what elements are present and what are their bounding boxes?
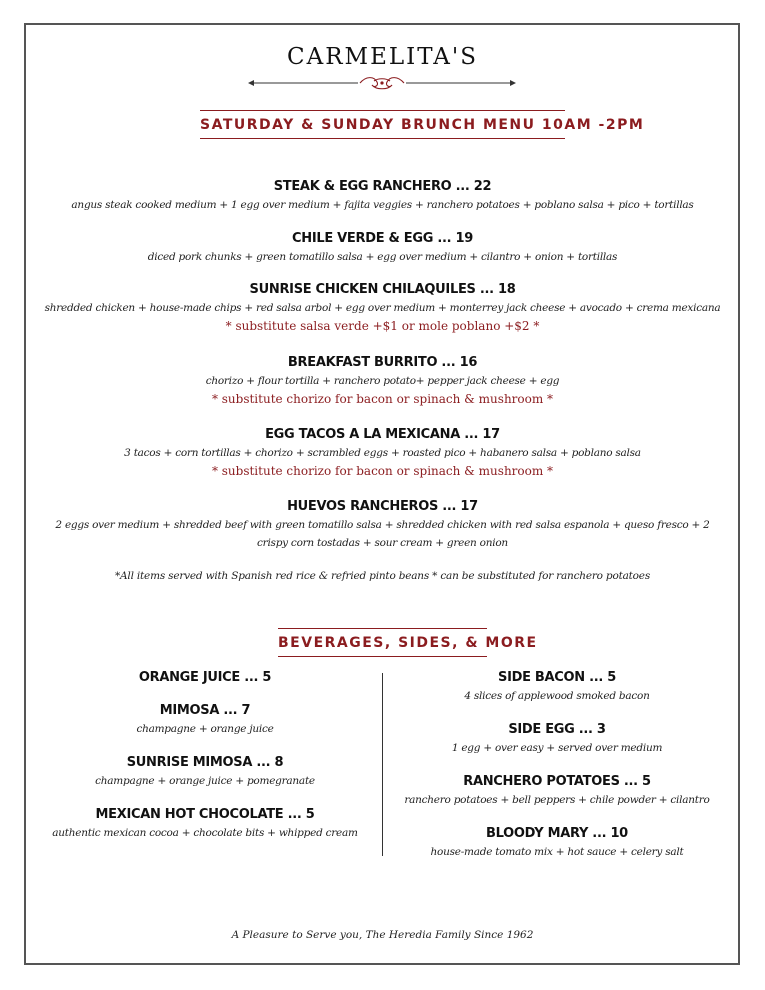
item-name: RANCHERO POTATOES ... 5 [463, 774, 651, 789]
item-name: BREAKFAST BURRITO ... 16 [287, 355, 478, 370]
item-description: champagne + orange juice [136, 723, 274, 735]
item-name: SIDE EGG ... 3 [508, 722, 606, 737]
menu-entry [40, 806, 370, 842]
column-divider [382, 673, 383, 856]
menu-entry [392, 721, 722, 757]
item-description: chorizo + flour tortilla + ranchero potato+ pepper jack cheese + egg [205, 375, 560, 387]
item-description: authentic mexican cocoa + chocolate bits + whipped cream [52, 827, 358, 839]
item-name: SIDE BACON ... 5 [498, 670, 616, 685]
item-description: champagne + orange juice + pomegranate [95, 775, 315, 787]
item-name: SUNRISE MIMOSA ... 8 [126, 755, 284, 770]
beverages-heading: BEVERAGES, SIDES, & MORE [278, 628, 487, 657]
menu-entry [392, 825, 722, 861]
item-description: ranchero potatoes + bell peppers + chile powder + cilantro [404, 794, 710, 806]
item-description: diced pork chunks + green tomatillo salsa + egg over medium + cilantro + onion + tortillas [147, 251, 618, 263]
menu-entry [40, 702, 370, 738]
item-description: 1 egg + over easy + served over medium [451, 742, 663, 754]
brunch-item [40, 178, 725, 214]
item-description: 3 tacos + corn tortillas + chorizo + scrambled eggs + roasted pico + habanero salsa + poblano salsa [124, 447, 641, 459]
brunch-item [40, 230, 725, 266]
brunch-item [40, 281, 725, 335]
item-description-cont: crispy corn tostadas + sour cream + green onion [257, 537, 508, 549]
item-name: HUEVOS RANCHEROS ... 17 [287, 499, 478, 514]
restaurant-name: CARMELITA'S [287, 44, 478, 70]
item-name: MEXICAN HOT CHOCOLATE ... 5 [95, 807, 315, 822]
brunch-item [40, 354, 725, 408]
item-substitution: * substitute salsa verde +$1 or mole poblano +$2 * [225, 319, 540, 333]
item-description: house-made tomato mix + hot sauce + celery salt [430, 846, 684, 858]
item-name: CHILE VERDE & EGG ... 19 [292, 231, 473, 246]
menu-entry [40, 754, 370, 790]
item-substitution: * substitute chorizo for bacon or spinach & mushroom * [211, 464, 554, 478]
sides-note: *All items served with Spanish red rice & refried pinto beans * can be substituted for ranchero potatoes [114, 570, 651, 582]
item-description: 2 eggs over medium + shredded beef with green tomatillo salsa + shredded chicken with red salsa espanola + queso fresco + 2 [55, 519, 710, 531]
item-name: EGG TACOS A LA MEXICANA ... 17 [265, 427, 500, 442]
item-name: SUNRISE CHICKEN CHILAQUILES ... 18 [249, 282, 516, 297]
menu-entry [392, 669, 722, 705]
footer-tagline: A Pleasure to Serve you, The Heredia Family Since 1962 [231, 929, 534, 941]
item-description: 4 slices of applewood smoked bacon [464, 690, 650, 702]
item-name: BLOODY MARY ... 10 [486, 826, 628, 841]
item-substitution: * substitute chorizo for bacon or spinach & mushroom * [211, 392, 554, 406]
item-description: shredded chicken + house-made chips + red salsa arbol + egg over medium + monterrey jack cheese + avocado + crema mexicana [44, 302, 721, 314]
item-name: MIMOSA ... 7 [159, 703, 251, 718]
menu-entry [40, 669, 370, 687]
item-name: STEAK & EGG RANCHERO ... 22 [273, 179, 492, 194]
brunch-item [40, 426, 725, 480]
brunch-heading: SATURDAY & SUNDAY BRUNCH MENU 10AM -2PM [200, 110, 565, 139]
divider-ornament [246, 74, 518, 92]
brunch-item [40, 498, 725, 552]
menu-entry [392, 773, 722, 809]
item-name: ORANGE JUICE ... 5 [138, 670, 272, 685]
item-description: angus steak cooked medium + 1 egg over medium + fajita veggies + ranchero potatoes + poblano salsa + pico + tortillas [71, 199, 694, 211]
